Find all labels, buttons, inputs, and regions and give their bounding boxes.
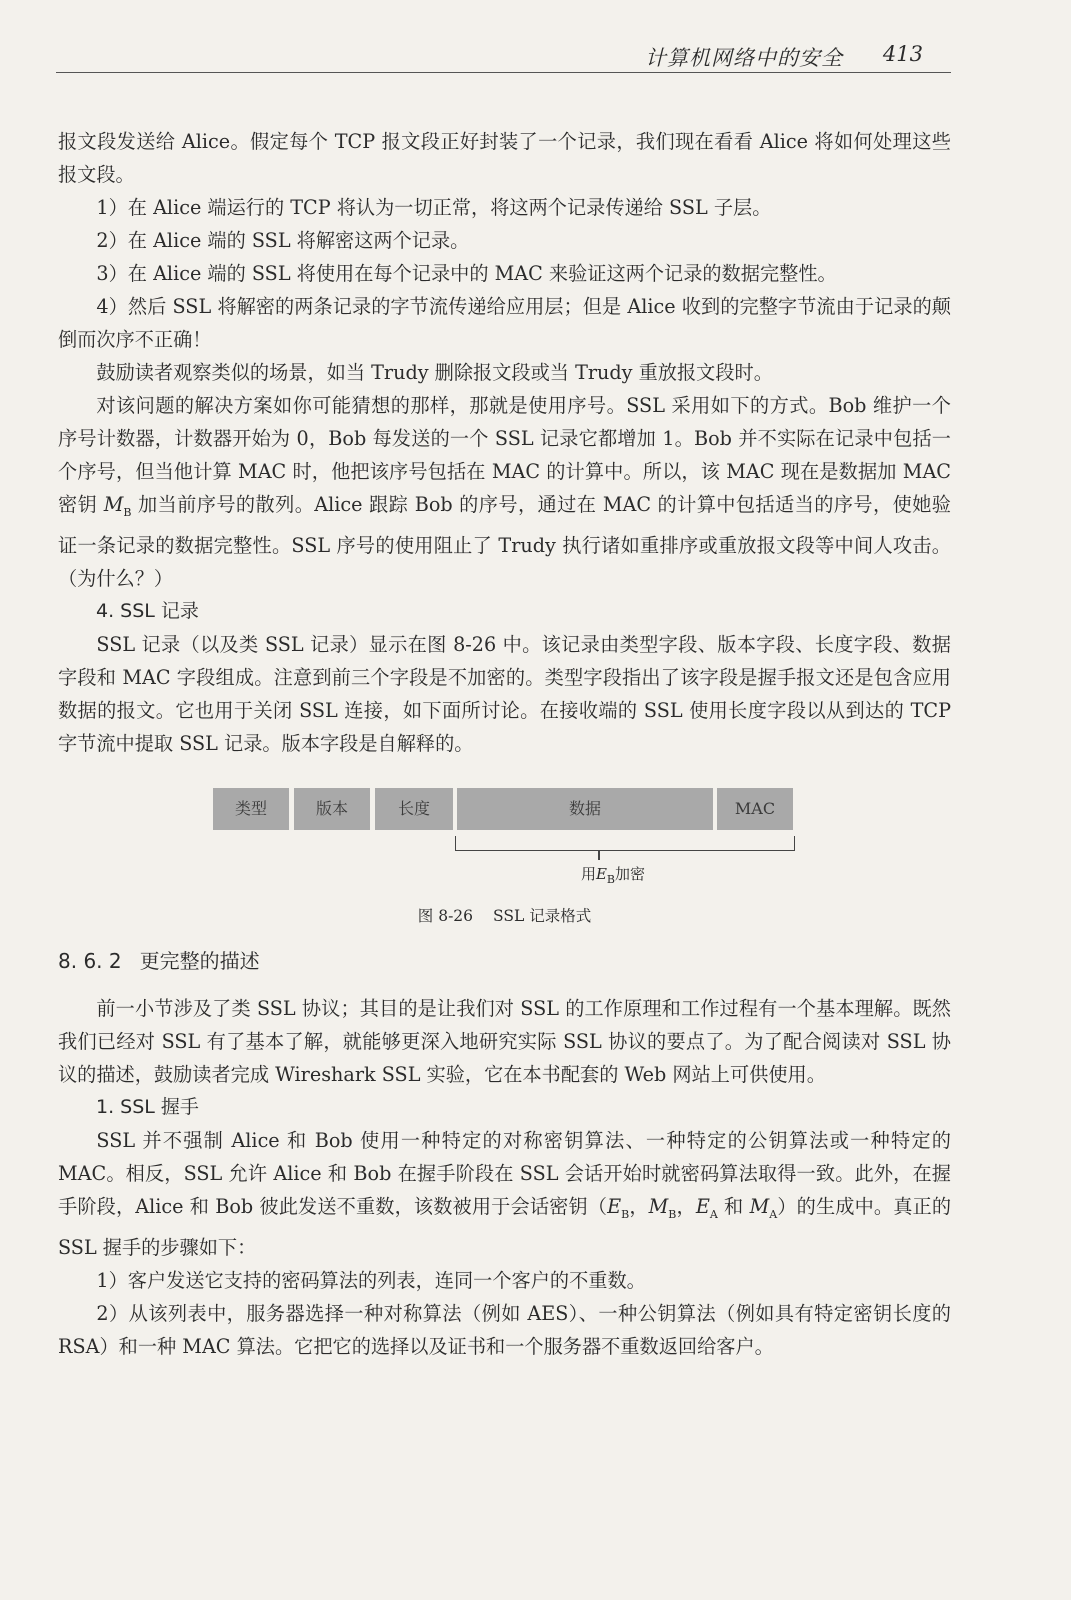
handshake-text-1: SSL 并不强制 Alice 和 Bob 使用一种特定的对称密钥算法、一种特定的公钥算法或一种特定的 MAC。相反，SSL 允许 Alice 和 Bob 在握手阶段在 SSL 会话开始时就密码算法取得一致。此外，在握手阶段，Alice 和 Bob 彼此发送不重数，该数被用于会话密钥（ [58, 1128, 951, 1218]
paragraph-sequence-numbers [58, 389, 951, 595]
symbol-mb2: M [648, 1194, 669, 1218]
symbol-mb-sub: B [123, 505, 132, 519]
separator: ， [676, 1194, 696, 1218]
symbol-ea-sub: A [709, 1207, 718, 1221]
enc-symbol: E [595, 864, 607, 883]
symbol-eb: E [607, 1194, 622, 1218]
paragraph-handshake [58, 1124, 951, 1264]
enc-prefix: 用 [580, 864, 596, 883]
list-item: 3）在 Alice 端的 SSL 将使用在每个记录中的 MAC 来验证这两个记录的数据完整性。 [96, 262, 837, 285]
handshake-text-2: ）的生成中。真正的 SSL 握手的步骤如下： [58, 1194, 952, 1259]
list-item: 1）在 Alice 端运行的 TCP 将认为一切正常，将这两个记录传递给 SSL 子层。 [96, 196, 772, 219]
running-header [56, 38, 951, 73]
heading-ssl-record: 4. SSL 记录 [96, 599, 199, 622]
symbol-ma: M [749, 1194, 770, 1218]
header-title: 计算机网络中的安全 [645, 46, 843, 70]
separator: 和 [717, 1194, 750, 1218]
paragraph-encourage: 鼓励读者观察类似的场景，如当 Trudy 删除报文段或当 Trudy 重放报文段时。 [96, 361, 773, 384]
field-data: 数据 [457, 788, 713, 830]
field-mac: MAC [717, 788, 793, 830]
list-item: 2）在 Alice 端的 SSL 将解密这两个记录。 [96, 229, 470, 252]
enc-suffix: 加密 [615, 864, 646, 883]
enc-symbol-sub: B [606, 872, 616, 886]
field-type: 类型 [213, 788, 289, 830]
section-title: 更完整的描述 [139, 948, 260, 973]
paragraph-continuation: 报文段发送给 Alice。假定每个 TCP 报文段正好封装了一个记录，我们现在看看 Alice 将如何处理这些报文段。 [58, 130, 951, 186]
separator: ， [629, 1194, 649, 1218]
figure-caption [58, 900, 951, 933]
symbol-ea: E [695, 1194, 710, 1218]
figure-ssl-record-format [58, 770, 951, 930]
seq-text-2: 加当前序号的散列。Alice 跟踪 Bob 的序号，通过在 MAC 的计算中包括适当的序号，使她验证一条记录的数据完整性。SSL 序号的使用阻止了 Trudy 执行诸如重排序或重放报文段等中间人攻击。（为什么？） [58, 493, 951, 590]
symbol-mb: M [103, 493, 124, 516]
symbol-ma-sub: A [769, 1207, 778, 1221]
paragraph-ssl-record: SSL 记录（以及类 SSL 记录）显示在图 8-26 中。该记录由类型字段、版本字段、长度字段、数据字段和 MAC 字段组成。注意到前三个字段是不加密的。类型字段指出了该字段是握手报文还是包含应用数据的报文。它也用于关闭 SSL 连接，如下面所讨论。在接收端的 SSL 使用长度字段以从到达的 TCP 字节流中提取 SSL 记录。版本字段是自解释的。 [58, 632, 951, 755]
caption-text: SSL 记录格式 [493, 906, 592, 925]
symbol-mb2-sub: B [668, 1207, 677, 1221]
field-version: 版本 [294, 788, 370, 830]
symbol-eb-sub: B [621, 1207, 630, 1221]
encryption-bracket [455, 836, 795, 851]
paragraph-section-intro: 前一小节涉及了类 SSL 协议；其目的是让我们对 SSL 的工作原理和工作过程有一个基本理解。既然我们已经对 SSL 有了基本了解，就能够更深入地研究实际 SSL 协议的要点了。为了配合阅读对 SSL 协议的描述，鼓励读者完成 Wireshark SSL 实验，它在本书配套的 Web 网站上可供使用。 [58, 996, 951, 1086]
handshake-step: 1）客户发送它支持的密码算法的列表，连同一个客户的不重数。 [96, 1268, 646, 1292]
caption-number: 图 8-26 [417, 906, 474, 925]
page-number: 413 [882, 42, 923, 66]
body-text [58, 125, 951, 1363]
section-number: 8. 6. 2 [58, 948, 122, 973]
field-length: 长度 [375, 788, 453, 830]
handshake-step: 2）从该列表中，服务器选择一种对称算法（例如 AES）、一种公钥算法（例如具有特定密钥长度的 RSA）和一种 MAC 算法。它把它的选择以及证书和一个服务器不重数返回给客户。 [58, 1301, 951, 1358]
section-heading [58, 944, 951, 978]
seq-text-1: 对该问题的解决方案如你可能猜想的那样，那就是使用序号。SSL 采用如下的方式。Bob 维护一个序号计数器，计数器开始为 0，Bob 每发送的一个 SSL 记录它都增加 1。Bob 并不实际在记录中包括一个序号，但当他计算 MAC 时，他把该序号包括在 MAC 的计算中。所以，该 MAC 现在是数据加 MAC 密钥 [58, 394, 951, 516]
list-item: 4）然后 SSL 将解密的两条记录的字节流传递给应用层；但是 Alice 收到的完整字节流由于记录的颠倒而次序不正确！ [58, 295, 951, 351]
heading-handshake: 1. SSL 握手 [96, 1095, 199, 1118]
encryption-label [548, 858, 678, 896]
